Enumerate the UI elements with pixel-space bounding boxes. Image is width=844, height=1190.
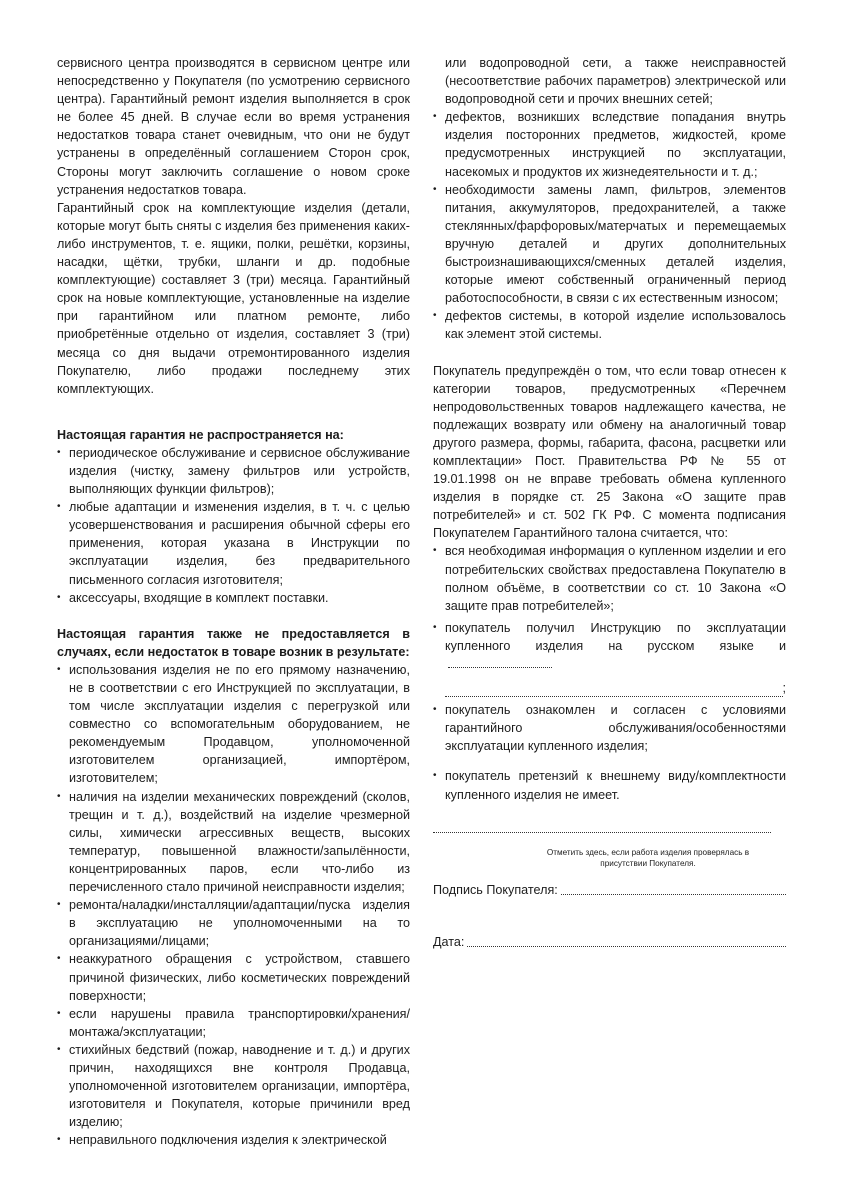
list-item: • дефектов, возникших вследствие попадания внутрь изделия посторонних предметов, жидкостей, кроме предусмотренных инструкцией по эксплуатации, насекомых и продуктов их жизнедеятельности и т. д.; <box>433 108 786 180</box>
date-label: Дата: <box>433 934 465 949</box>
list-item: • любые адаптации и изменения изделия, в т. ч. с целью усовершенствования и расширения обычной сферы его применения, которая указана в Инструкции по эксплуатации изделия, без предварительного письменного согласия изготовителя; <box>57 498 410 588</box>
list-item: • дефектов системы, в которой изделие использовалось как элемент этой системы. <box>433 307 786 343</box>
defects-list-continued <box>433 108 786 343</box>
list-item: • стихийных бедствий (пожар, наводнение и т. д.) и других причин, находящихся вне контроля Продавца, уполномоченной изготовителем организации, импортёра, изготовителя и Покупателя, которые причинили вред изделию; <box>57 1041 410 1131</box>
defects-list <box>57 661 410 1150</box>
list-item: • наличия на изделии механических повреждений (сколов, трещин и т. д.), воздействий на изделие чрезмерной силы, химически агрессивных веществ, высоких температур, повышенной влажности/запылённости, концентрированных паров, если что-либо из перечисленного стало причиной неисправности изделия; <box>57 788 410 897</box>
buyer-notice-paragraph: Покупатель предупреждён о том, что если товар отнесен к категории товаров, предусмотренных «Перечнем непродовольственных товаров надлежащего качества, не подлежащих возврату или обмену на аналогичный товар другого размера, формы, габарита, фасона, расцветки или комплектации» Пост. Правительства РФ № 55 от 19.01.1998 он не вправе требовать обмена купленного изделия в порядке ст. 25 Закона «О защите прав потребителей» и ст. 502 ГК РФ. С момента подписания Покупателем Гарантийного талона считается, что: <box>433 363 786 541</box>
check-note: Отметить здесь, если работа изделия проверялась в присутствии Покупателя. <box>546 847 750 868</box>
manual-language-field-line2[interactable] <box>445 682 783 697</box>
defects-heading: Настоящая гарантия также не предоставляется в случаях, если недостаток в товаре возник в результате: <box>57 626 410 659</box>
check-mark-field[interactable] <box>433 818 771 833</box>
manual-language-field[interactable] <box>448 667 552 668</box>
left-column <box>57 54 410 1149</box>
list-item: • ремонта/наладки/инсталляции/адаптации/пуска изделия в эксплуатацию не уполномоченными на то организациями/лицами; <box>57 896 410 950</box>
signature-field[interactable] <box>561 894 786 895</box>
list-item: • аксессуары, входящие в комплект поставки. <box>57 589 410 607</box>
list-item: • вся необходимая информация о купленном изделии и его потребительских свойствах предоставлена Покупателю в полном объёме, в соответствии со ст. 10 Закона «О защите прав потребителей»; <box>433 542 786 614</box>
signature-row <box>433 881 786 899</box>
network-continuation: или водопроводной сети, а также неисправностей (несоответствие рабочих параметров) электрической или водопроводной сети и прочих внешних сетей; <box>445 56 786 107</box>
manual-received-text: покупатель получил Инструкцию по эксплуатации купленного изделия на русском языке и <box>445 620 786 653</box>
exclusions-heading: Настоящая гарантия не распространяется на: <box>57 427 344 442</box>
exclusions-list <box>57 444 410 607</box>
service-terms-paragraph: сервисного центра производятся в сервисном центре или непосредственно у Покупателя (по усмотрению сервисного центра). Гарантийный ремонт изделия выполняется в срок не более 45 дней. В случае если во время устранения недостатков товара станет очевидным, что они не будут устранены в определённый соглашением Сторон срок, Стороны могут заключить соглашение о новом сроке устранения недостатков товара. <box>57 56 410 197</box>
date-row <box>433 933 786 951</box>
list-item: • необходимости замены ламп, фильтров, элементов питания, аккумуляторов, предохранителей, а также стеклянных/фарфоровых/матерчатых и перемещаемых вручную деталей и других дополнительных быстроизнашивающихся/сменных деталей изделия, которые имеют собственный ограниченный период работоспособности, в связи с их естественным износом; <box>433 181 786 308</box>
date-field[interactable] <box>467 946 786 947</box>
signature-label: Подпись Покупателя: <box>433 882 558 897</box>
list-item <box>433 619 786 697</box>
list-item: • неправильного подключения изделия к электрической <box>57 1131 410 1149</box>
list-end-semicolon: ; <box>782 681 786 696</box>
components-warranty-paragraph: Гарантийный срок на комплектующие изделия (детали, которые могут быть сняты с изделия без применения каких-либо инструментов, т. е. ящики, полки, решётки, корзины, насадки, щётки, трубки, шланги и др. подобные комплектующие) составляет 3 (три) месяца. Гарантийный срок на новые комплектующие, установленные на изделие при гарантийном или платном ремонте, либо приобретённые отдельно от изделия, составляет 3 (три) месяца со дня выдачи отремонтированного изделия Покупателю, либо продажи последнему этих комплектующих. <box>57 200 410 396</box>
list-item: • покупатель ознакомлен и согласен с условиями гарантийного обслуживания/особенностями эксплуатации купленного изделия; <box>433 701 786 755</box>
list-item: • если нарушены правила транспортировки/хранения/монтажа/эксплуатации; <box>57 1005 410 1041</box>
buyer-acknowledgement-list <box>433 542 786 803</box>
list-item: • покупатель претензий к внешнему виду/комплектности купленного изделия не имеет. <box>433 767 786 803</box>
list-item: • неаккуратного обращения с устройством, ставшего причиной физических, либо косметических повреждений поверхности; <box>57 950 410 1004</box>
right-column <box>433 54 786 951</box>
list-item: • использования изделия не по его прямому назначению, не в соответствии с его Инструкцией по эксплуатации, в том числе эксплуатации изделия с перегрузкой или совместно со вспомогательным оборудованием, не рекомендуемым Продавцом, уполномоченной изготовителем организацией, импортёром, изготовителем; <box>57 661 410 788</box>
list-item: • периодическое обслуживание и сервисное обслуживание изделия (чистку, замену фильтров или устройств, выполняющих функции фильтров); <box>57 444 410 498</box>
